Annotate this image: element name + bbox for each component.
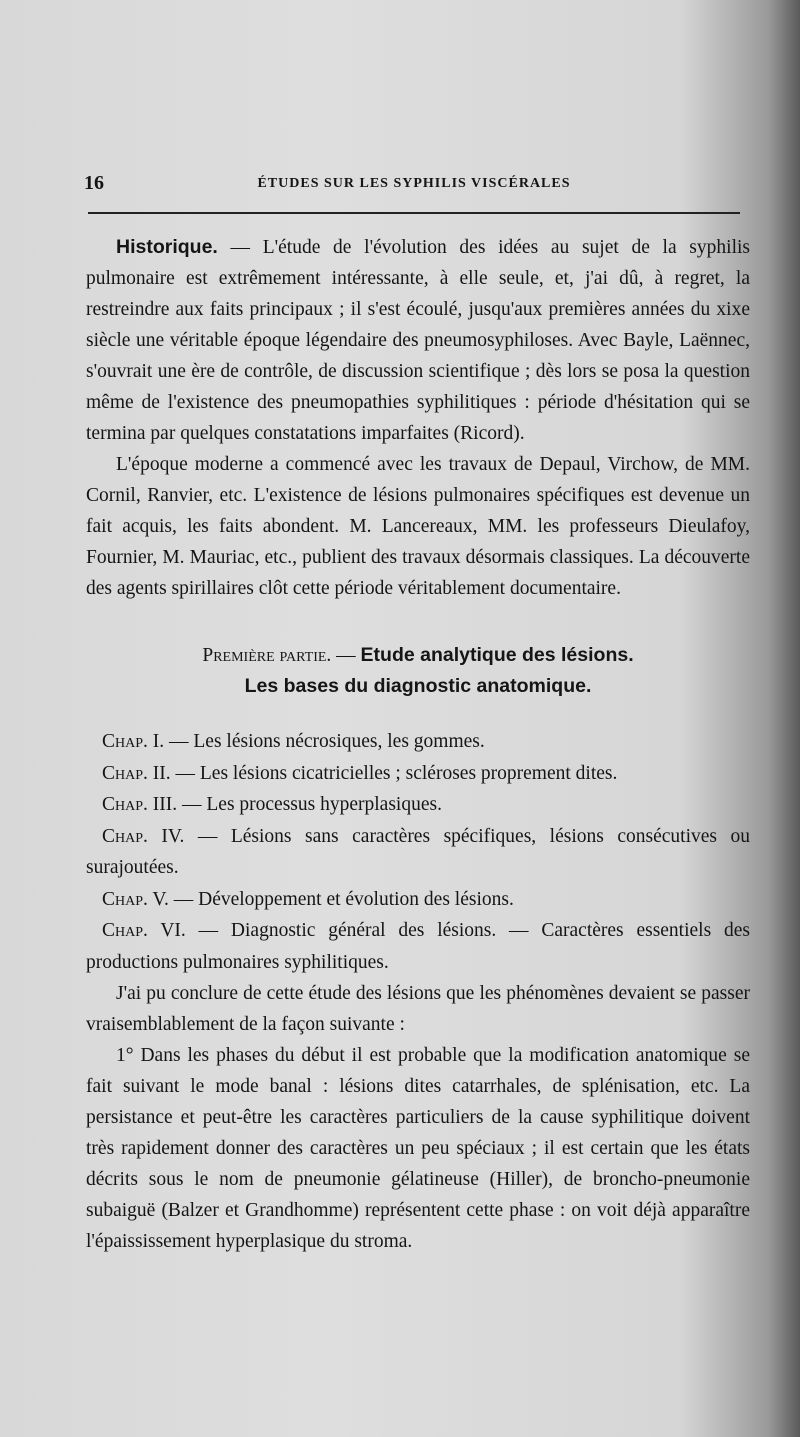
chapter-item (86, 821, 750, 884)
chapter-text: — Les processus hyperplasiques. (177, 794, 442, 815)
chapter-item (86, 789, 750, 821)
historique-text: — L'étude de l'évolution des idées au sujet de la syphilis pulmonaire est extrêmement intéressante, à elle seule, et, j'ai dû, à regret, la restreindre aux faits principaux ; il s'est écoulé, jusqu'aux premières années du xixe siècle une véritable époque légendaire des pneumosyphiloses. Avec Bayle, Laënnec, s'ouvrait une ère de contrôle, de discussion scientifique ; dès lors se posa la question même de l'existence des pneumopathies syphilitiques : période d'hésitation qui se termina par quelques constatations imparfaites (Ricord). (86, 237, 750, 444)
historique-heading: Historique. (116, 236, 218, 258)
chapter-text: — Les lésions nécrosiques, les gommes. (164, 731, 485, 752)
chapter-text: — Diagnostic général des lésions. — Caractères essentiels des productions pulmonaires syphilitiques. (86, 920, 750, 973)
page-number: 16 (84, 172, 104, 194)
chapter-label: Chap. VI. (102, 920, 186, 941)
section-label: Première partie. (202, 645, 332, 666)
chapter-text: — Lésions sans caractères spécifiques, lésions consécutives ou surajoutées. (86, 825, 750, 878)
chapter-label: Chap. IV. (102, 825, 185, 847)
running-title: ÉTUDES SUR LES SYPHILIS VISCÉRALES (257, 176, 571, 191)
chapter-item (86, 758, 750, 790)
chapter-item (86, 884, 750, 916)
section-heading (86, 640, 750, 702)
historique-paragraph (86, 232, 750, 449)
chapter-item (86, 726, 750, 758)
point-one-paragraph: 1° Dans les phases du début il est probable que la modification anatomique se fait suivant le mode banal : lésions dites catarrhales, de splénisation, etc. La persistance et peut-être les caractères particuliers de la cause syphilitique doivent très rapidement donner des caractères un peu spéciaux ; il est certain que les états décrits sous le nom de pneumonie gélatineuse (Hiller), de broncho-pneumonie subaiguë (Balzer et Grandhomme) représentent cette phase : on voit déjà apparaître l'épaississement hyperplasique du stroma. (86, 1045, 750, 1252)
conclusion-paragraph: J'ai pu conclure de cette étude des lésions que les phénomènes devaient se passer vraisemblablement de la façon suivante : (86, 983, 750, 1035)
section-subtitle: Les bases du diagnostic anatomique. (244, 675, 592, 697)
chapter-label: Chap. III. (102, 794, 178, 815)
chapter-text: — Les lésions cicatricielles ; scléroses proprement dites. (170, 762, 618, 784)
page-body (86, 232, 750, 1257)
chapter-label: Chap. II. (102, 762, 171, 784)
chapter-text: — Développement et évolution des lésions. (168, 888, 514, 910)
chapter-label: Chap. V. (102, 888, 169, 910)
chapter-label: Chap. I. (102, 731, 165, 752)
section-dash: — (331, 645, 361, 666)
chapter-item (86, 915, 750, 978)
chapter-list (86, 726, 750, 978)
section-title-line1 (86, 640, 750, 671)
section-title: Etude analytique des lésions. (360, 644, 634, 666)
page-header (84, 172, 744, 198)
header-rule (88, 212, 740, 214)
epoque-paragraph: L'époque moderne a commencé avec les travaux de Depaul, Virchow, de MM. Cornil, Ranvier, etc. L'existence de lésions pulmonaires spécifiques est devenue un fait acquis, les faits abondent. M. Lancereaux, MM. les professeurs Dieulafoy, Fournier, M. Mauriac, etc., publient des travaux désormais classiques. La découverte des agents spirillaires clôt cette période véritablement documentaire. (86, 454, 750, 599)
